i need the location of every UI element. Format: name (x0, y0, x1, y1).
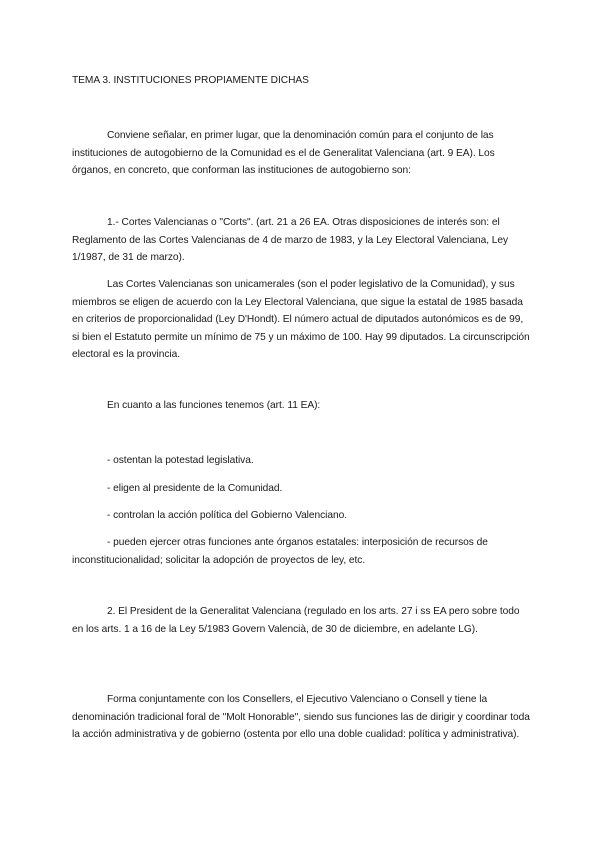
paragraph-cortes-description: Las Cortes Valencianas son unicamerales (son el poder legislativo de la Comunidad), y sus miembros se eligen de acuerdo con la Ley Electoral Valenciana, que sigue la estatal de 1985 basada en criterios de proporcionalidad (Ley D'Hondt). El número actual de diputados autonómicos es de 99, si bien el Estatuto permite un mínimo de 75 y un máximo de 100. Hay 99 diputados. La circunscripción electoral es la provincia. (72, 279, 530, 360)
document-title: TEMA 3. INSTITUCIONES PROPIAMENTE DICHAS (72, 75, 309, 86)
list-item-elect-president: - eligen al presidente de la Comunidad. (107, 483, 283, 494)
paragraph-president-description: Forma conjuntamente con los Consellers, el Ejecutivo Valenciano o Consell y tiene la denominación tradicional foral de "Molt Honorable", siendo sus funciones las de dirigir y coordinar toda la acción administrativa y de gobierno (ostenta por ello una doble cualidad: política y administrativa). (72, 694, 530, 740)
paragraph-president-heading: 2. El President de la Generalitat Valenciana (regulado en los arts. 27 i ss EA pero sobre todo en los arts. 1 a 16 de la Ley 5/1983 Govern Valencià, de 30 de diciembre, en adelante LG). (72, 606, 520, 635)
list-item-legislative: - ostentan la potestad legislativa. (107, 455, 254, 466)
paragraph-functions-intro: En cuanto a las funciones tenemos (art. 11 EA): (107, 400, 321, 411)
list-item-control-government: - controlan la acción política del Gobierno Valenciano. (107, 510, 348, 521)
list-item-other-functions: - pueden ejercer otras funciones ante órganos estatales: interposición de recursos de inconstitucionalidad; solicitar la adopción de proyectos de ley, etc. (72, 537, 488, 566)
paragraph-intro: Conviene señalar, en primer lugar, que la denominación común para el conjunto de las instituciones de autogobierno de la Comunidad es el de Generalitat Valenciana (art. 9 EA). Los órganos, en concreto, que conforman las instituciones de autogobierno son: (72, 130, 495, 176)
paragraph-cortes-heading: 1.- Cortes Valencianas o "Corts". (art. 21 a 26 EA. Otras disposiciones de interés son: el Reglamento de las Cortes Valencianas de 4 de marzo de 1983, y la Ley Electoral Valenciana, Ley 1/1987, de 31 de marzo). (72, 217, 509, 263)
